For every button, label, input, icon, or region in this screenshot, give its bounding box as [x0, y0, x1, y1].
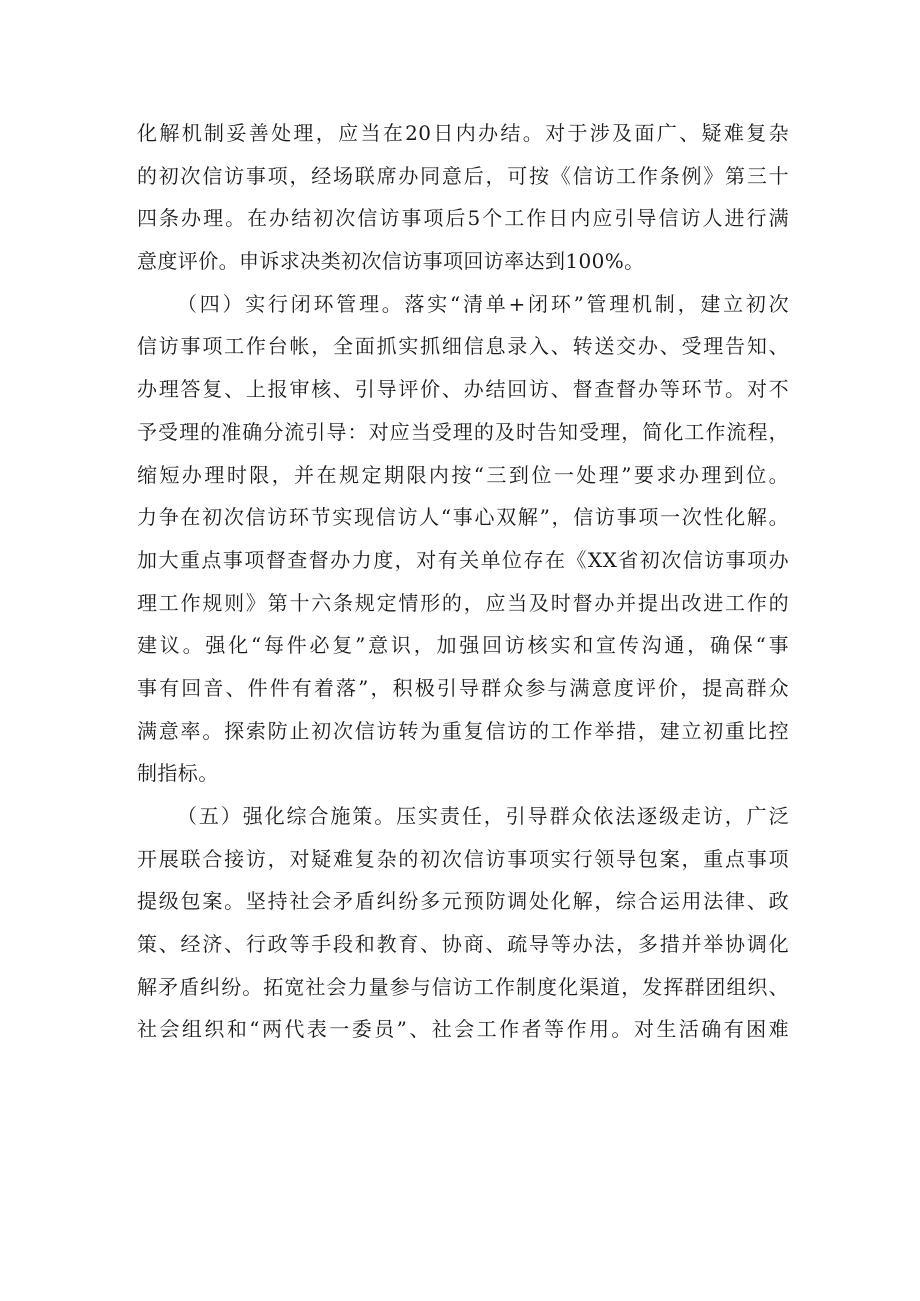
text-line: 化解机制妥善处理，应当在20日内办结。对于涉及面广、疑难复杂 [137, 121, 789, 145]
text-line: 策、经济、行政等手段和教育、协商、疏导等办法，多措并举协调化 [137, 932, 789, 957]
text-line: 开展联合接访，对疑难复杂的初次信访事项实行领导包案，重点事项 [137, 846, 789, 871]
text-line: 信访事项工作台帐，全面抓实抓细信息录入、转送交办、受理告知、 [137, 334, 789, 359]
text-line: 满意率。探索防止初次信访转为重复信访的工作举措，建立初重比控 [137, 718, 789, 743]
text-line: 解矛盾纠纷。拓宽社会力量参与信访工作制度化渠道，发挥群团组织、 [137, 974, 789, 999]
text-line: 的初次信访事项，经场联席办同意后，可按《信访工作条例》第三十 [137, 163, 789, 188]
text-line: 提级包案。坚持社会矛盾纠纷多元预防调处化解，综合运用法律、政 [137, 889, 789, 914]
text-line: 办理答复、上报审核、引导评价、办结回访、督查督办等环节。对不 [137, 377, 789, 402]
paragraph-1 [137, 112, 789, 283]
text-line: （四）实行闭环管理。落实“清单+闭环”管理机制，建立初次 [177, 291, 789, 316]
text-line: 缩短办理时限，并在规定期限内按“三到位一处理”要求办理到位。 [137, 462, 789, 487]
text-line: 加大重点事项督查督办力度，对有关单位存在《XX省初次信访事项办 [137, 547, 789, 572]
text-line: 制指标。 [137, 761, 219, 786]
paragraph-3 [137, 795, 789, 1051]
text-line: 建议。强化“每件必复”意识，加强回访核实和宣传沟通，确保“事 [137, 633, 789, 658]
text-line: 事有回音、件件有着落”，积极引导群众参与满意度评价，提高群众 [137, 675, 789, 700]
text-line: 理工作规则》第十六条规定情形的，应当及时督办并提出改进工作的 [137, 590, 789, 615]
text-line: （五）强化综合施策。压实责任，引导群众依法逐级走访，广泛 [177, 804, 789, 828]
text-line: 予受理的准确分流引导：对应当受理的及时告知受理，简化工作流程， [137, 419, 789, 444]
document-body [137, 112, 789, 1051]
text-line: 四条办理。在办结初次信访事项后5个工作日内应引导信访人进行满 [137, 206, 789, 231]
paragraph-2 [137, 283, 789, 795]
text-line: 力争在初次信访环节实现信访人“事心双解”，信访事项一次性化解。 [137, 505, 789, 530]
text-line: 意度评价。申诉求决类初次信访事项回访率达到100%。 [137, 249, 645, 274]
text-line: 社会组织和“两代表一委员”、社会工作者等作用。对生活确有困难 [137, 1017, 789, 1042]
